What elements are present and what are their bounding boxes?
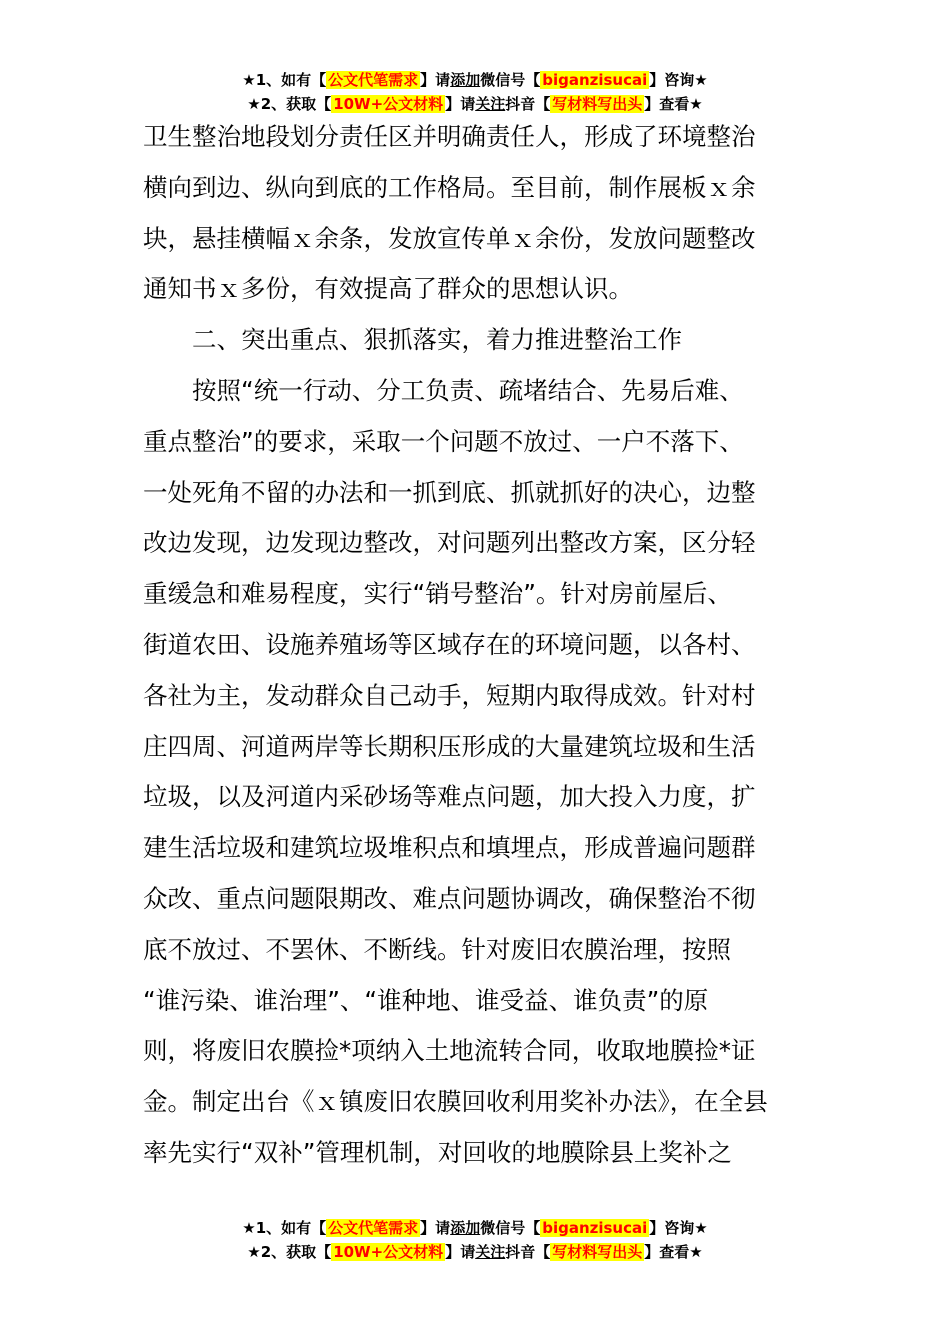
body-line: 众改、重点问题限期改、难点问题协调改，确保整治不彻: [143, 883, 756, 913]
banner-underlined-text: 关注: [475, 95, 506, 113]
body-line: 按照“统一行动、分工负责、疏堵结合、先易后难、: [143, 375, 744, 405]
banner-text: ★2、获取【: [247, 95, 332, 113]
highlight-wechat-id: biganzisucai: [542, 1219, 648, 1237]
banner-underlined-text: 关注: [475, 1243, 506, 1261]
highlight-materials: 10W+公文材料: [333, 1243, 444, 1261]
body-line: 各社为主，发动群众自己动手，短期内取得成效。针对村: [143, 680, 756, 710]
body-line: 率先实行“双补”管理机制，对回收的地膜除县上奖补之: [143, 1137, 732, 1167]
banner-text: 】请: [420, 1219, 451, 1237]
banner-text: 】咨询★: [649, 71, 708, 89]
body-line: 底不放过、不罢休、不断线。针对废旧农膜治理，按照: [143, 934, 731, 964]
body-line: 重缓急和难易程度，实行“销号整治”。针对房前屋后、: [143, 579, 732, 609]
highlight-douyin-id: 写材料写出头: [552, 1243, 643, 1261]
banner-text: ★1、如有【: [242, 71, 327, 89]
highlight-wechat-id: biganzisucai: [542, 71, 648, 89]
banner-text: 抖音【: [505, 1243, 551, 1261]
banner-text: 】查看★: [644, 1243, 703, 1261]
body-line: 横向到边、纵向到底的工作格局。至目前，制作展板ｘ余: [143, 172, 756, 202]
banner-text: 】请: [420, 71, 451, 89]
body-line: 一处死角不留的办法和一抓到底、抓就抓好的决心，边整: [143, 477, 756, 507]
banner-text: 微信号【: [480, 71, 541, 89]
body-line: 改边发现，边发现边整改，对问题列出整改方案，区分轻: [143, 528, 756, 558]
banner-text: ★1、如有【: [242, 1219, 327, 1237]
body-line: “谁污染、谁治理”、“谁种地、谁受益、谁负责”的原: [143, 985, 709, 1015]
banner-text: ★2、获取【: [247, 1243, 332, 1261]
banner-text: 抖音【: [505, 95, 551, 113]
banner-text: 】查看★: [644, 95, 703, 113]
body-line: 街道农田、设施养殖场等区域存在的环境问题，以各村、: [143, 629, 756, 659]
highlight-service: 公文代笔需求: [328, 1219, 419, 1237]
banner-text: 】请: [445, 95, 476, 113]
body-line: 则，将废旧农膜捡*项纳入土地流转合同，收取地膜捡*证: [143, 1036, 756, 1066]
header-banner: [0, 68, 950, 116]
banner-underlined-text: 添加: [450, 71, 481, 89]
banner-text: 微信号【: [480, 1219, 541, 1237]
banner-line-1: [0, 1216, 950, 1240]
body-line: 通知书ｘ多份，有效提高了群众的思想认识。: [143, 274, 633, 304]
body-line: 卫生整治地段划分责任区并明确责任人，形成了环境整治: [143, 122, 756, 151]
banner-text: 】咨询★: [649, 1219, 708, 1237]
footer-banner: [0, 1216, 950, 1264]
banner-text: 】请: [445, 1243, 476, 1261]
body-line: 垃圾，以及河道内采砂场等难点问题，加大投入力度，扩: [143, 782, 756, 812]
highlight-service: 公文代笔需求: [328, 71, 419, 89]
banner-underlined-text: 添加: [450, 1219, 481, 1237]
body-line: 重点整治”的要求，采取一个问题不放过、一户不落下、: [143, 426, 744, 456]
document-body: [143, 112, 823, 1179]
highlight-materials: 10W+公文材料: [333, 95, 444, 113]
section-heading: 二、突出重点、狠抓落实，着力推进整治工作: [143, 325, 682, 355]
body-line: 块，悬挂横幅ｘ余条，发放宣传单ｘ余份，发放问题整改: [143, 223, 756, 253]
body-line: 庄四周、河道两岸等长期积压形成的大量建筑垃圾和生活: [143, 731, 756, 761]
banner-line-2: [0, 1240, 950, 1264]
highlight-douyin-id: 写材料写出头: [552, 95, 643, 113]
body-line: 金。制定出台《ｘ镇废旧农膜回收利用奖补办法》，在全县: [143, 1087, 768, 1117]
body-line: 建生活垃圾和建筑垃圾堆积点和填埋点，形成普遍问题群: [143, 833, 756, 863]
banner-line-1: [0, 68, 950, 92]
